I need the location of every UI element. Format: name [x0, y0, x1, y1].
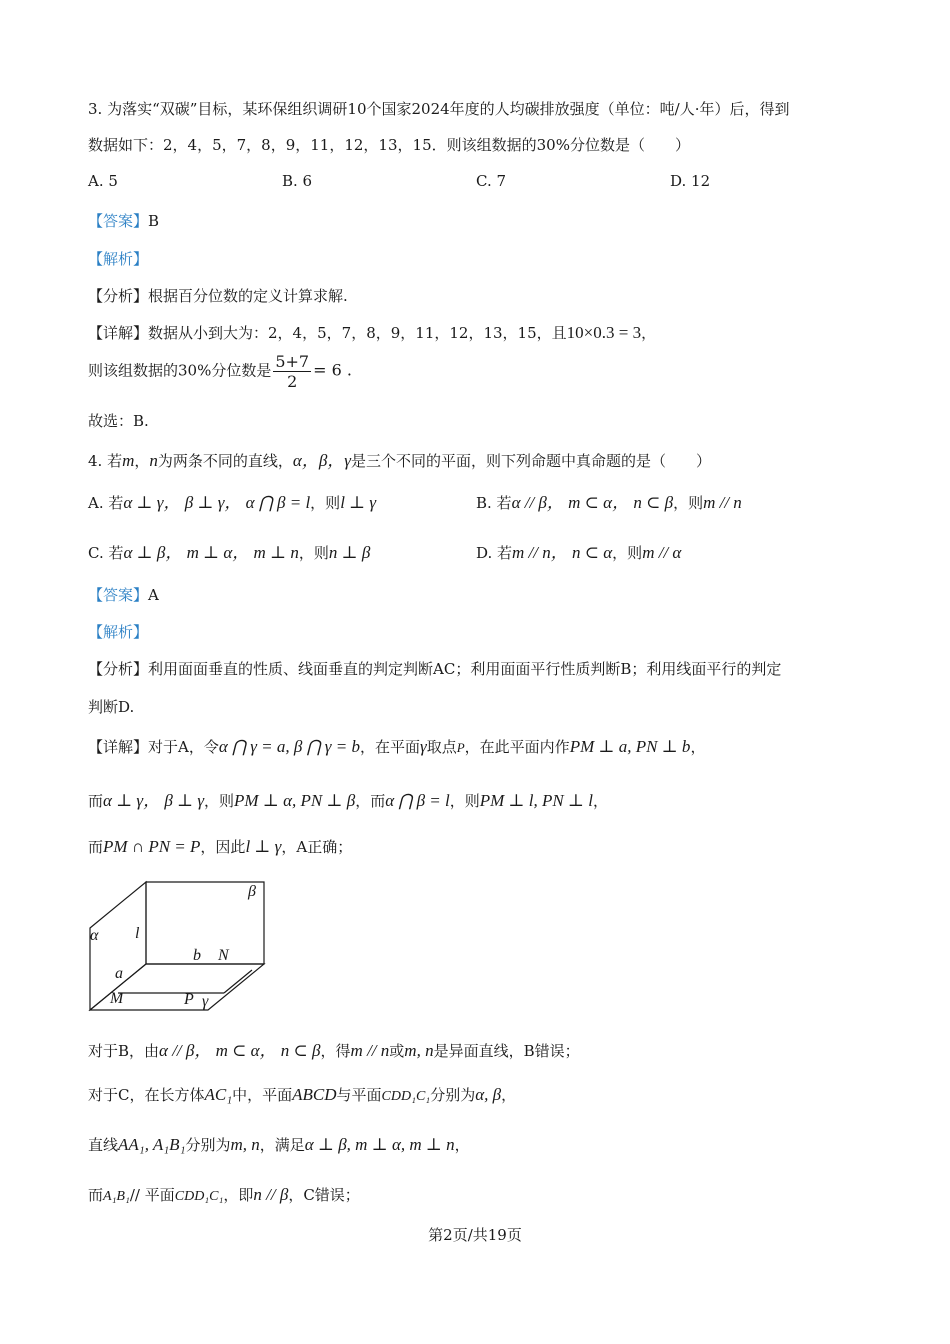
- q4-answer: [88, 584, 159, 605]
- stem-text: 是三个不同的平面，则下列命题中真命题的是（ ）: [351, 452, 712, 470]
- q3-stem-line2: 数据如下：2，4，5，7，8，9，11，12，13，15．则该组数据的30%分位数是（ ）: [88, 136, 690, 154]
- label-beta: β: [248, 883, 256, 900]
- detail-text: 分别为: [430, 1086, 476, 1104]
- fenxi-tag: 【分析】: [88, 287, 149, 305]
- detail-text: 是异面直线，B错误；: [433, 1042, 580, 1060]
- math-product: 10×0.3 = 3: [566, 323, 642, 342]
- label-P: P: [184, 991, 194, 1008]
- label-a: a: [115, 965, 123, 982]
- punct: ，: [641, 324, 657, 342]
- q3-option-b: B. 6: [282, 172, 313, 190]
- detail-math: CDD₁C₁: [381, 1089, 431, 1104]
- detail-math: m // n: [350, 1041, 390, 1060]
- fraction: [273, 352, 311, 391]
- q4-analysis-heading: [88, 621, 148, 642]
- detail-math: m, n: [404, 1041, 434, 1060]
- punct: ，: [501, 1086, 517, 1104]
- detail-text: ，在此平面内作: [464, 738, 570, 756]
- q4-detail-line1: [88, 736, 705, 757]
- q3-option-d: D. 12: [670, 172, 711, 190]
- detail-math: α, β: [475, 1085, 502, 1104]
- math-var: n: [149, 451, 158, 470]
- option-text: ，则: [673, 494, 704, 512]
- detail-text: ，在平面: [359, 738, 420, 756]
- detail-math: α ⋂ β = l: [385, 791, 450, 810]
- q4-option-b-detail: [88, 1036, 580, 1061]
- q3-stem-line1: 3. 为落实“双碳”目标，某环保组织调研10个国家2024年度的人均碳排放强度（单位：吨/人·年）后，得到: [88, 100, 790, 118]
- line-pn: [224, 970, 252, 993]
- detail-text: 直线: [88, 1136, 119, 1154]
- fenxi-text: 利用面面垂直的性质、线面垂直的判定判断AC；利用面面平行性质判断B；利用线面平行的判定: [148, 660, 782, 678]
- detail-math: AC₁: [204, 1085, 233, 1104]
- q3-option-c: C. 7: [476, 172, 507, 190]
- label-b: b: [193, 947, 201, 964]
- page-footer: 第2页/共19页: [428, 1226, 522, 1244]
- detail-text: ，则: [204, 792, 235, 810]
- detail-text: 中，平面: [232, 1086, 293, 1104]
- detail-text: ，C错误；: [288, 1186, 360, 1204]
- detail-math: n // β: [253, 1185, 289, 1204]
- label-N: N: [218, 947, 229, 964]
- option-math: n ⊥ β: [328, 543, 371, 562]
- answer-tag: 【答案】: [88, 586, 149, 604]
- label-M: M: [110, 990, 124, 1007]
- fenxi-tag: 【分析】: [88, 660, 149, 678]
- detail-text: ，则: [449, 792, 480, 810]
- detail-math: m, n: [230, 1135, 260, 1154]
- detail-math: PM ∩ PN = P: [103, 837, 201, 856]
- detail-text: 数据从小到大为：2，4，5，7，8，9，11，12，13，15，且: [148, 324, 567, 342]
- option-text: ，则: [612, 544, 643, 562]
- detail-math: α // β， m ⊂ α， n ⊂ β: [159, 1041, 321, 1060]
- detail-text: ，因此: [200, 838, 246, 856]
- detail-text: ，而: [355, 792, 386, 810]
- option-text: ，则: [310, 494, 341, 512]
- option-math: m // n， n ⊂ α: [512, 543, 613, 562]
- q4-fenxi-line2: 判断D.: [88, 698, 135, 716]
- option-math: α ⊥ γ， β ⊥ γ， α ⋂ β = l: [123, 493, 311, 512]
- detail-text: // 平面: [129, 1186, 175, 1204]
- detail-text: ，A正确；: [281, 838, 353, 856]
- detail-tag: 【详解】: [88, 738, 149, 756]
- detail-math: γ: [420, 737, 427, 756]
- option-label: D. 若: [476, 544, 513, 562]
- detail-math: l ⊥ γ: [245, 837, 282, 856]
- fraction-result: = 6 .: [313, 360, 352, 380]
- label-l: l: [135, 925, 140, 942]
- option-label: A. 若: [88, 494, 124, 512]
- detail-text: ，满足: [259, 1136, 305, 1154]
- q4-detail-line2: [88, 786, 608, 811]
- detail-math: P: [456, 740, 465, 755]
- option-label: B. 若: [476, 494, 512, 512]
- detail-tag: 【详解】: [88, 324, 149, 342]
- label-gamma: γ: [202, 993, 209, 1010]
- q4-fenxi-line1: [88, 658, 781, 679]
- q4-option-c-detail-line3: [88, 1184, 360, 1205]
- q4-option-b: [476, 488, 742, 513]
- punct: ，: [454, 1136, 470, 1154]
- math-var: m: [122, 451, 135, 470]
- punct: ，: [592, 792, 608, 810]
- option-math: m // α: [642, 543, 682, 562]
- q4-option-c-detail-line2: [88, 1134, 470, 1155]
- option-text: ，则: [298, 544, 329, 562]
- detail-math: A₁B₁: [103, 1189, 130, 1204]
- q3-option-a: A. 5: [88, 172, 118, 190]
- plane-beta: [146, 882, 264, 964]
- detail-math: PM ⊥ α, PN ⊥ β: [234, 791, 356, 810]
- answer-value: A: [148, 586, 159, 604]
- option-label: C. 若: [88, 544, 124, 562]
- fraction-numerator: 5+7: [275, 352, 310, 371]
- option-math: α ⊥ β， m ⊥ α， m ⊥ n: [123, 543, 299, 562]
- punct: ，: [134, 452, 150, 470]
- option-math: l ⊥ γ: [340, 493, 377, 512]
- stem-text: 为两条不同的直线，: [157, 452, 293, 470]
- detail-math: PM ⊥ a, PN ⊥ b: [569, 737, 691, 756]
- detail-text: ，即: [223, 1186, 254, 1204]
- q3-conclusion: 故选：B.: [88, 412, 149, 430]
- detail-text: 对于B，由: [88, 1042, 160, 1060]
- detail-math: α ⋂ γ = a, β ⋂ γ = b: [218, 737, 360, 756]
- option-math: α // β， m ⊂ α， n ⊂ β: [511, 493, 674, 512]
- detail-math: α ⊥ γ， β ⊥ γ: [103, 791, 205, 810]
- detail-text: 对于A，令: [148, 738, 219, 756]
- detail-text: ，得: [320, 1042, 351, 1060]
- label-alpha: α: [90, 927, 99, 944]
- q4-option-c-detail-line1: [88, 1084, 516, 1105]
- math-greek: α，β，γ: [292, 451, 351, 470]
- detail-text: 而: [88, 1186, 104, 1204]
- q3-analysis-heading: [88, 248, 148, 269]
- detail-text: 而: [88, 792, 104, 810]
- q3-detail-line2: [88, 352, 352, 391]
- q4-option-d: [476, 538, 681, 563]
- punct: ，: [690, 738, 706, 756]
- fraction-denominator: 2: [287, 372, 298, 391]
- detail-math: ABCD: [292, 1085, 337, 1104]
- detail-math: α ⊥ β, m ⊥ α, m ⊥ n: [304, 1135, 455, 1154]
- answer-tag: 【答案】: [88, 212, 149, 230]
- analysis-tag: 【解析】: [88, 250, 149, 268]
- detail-math: AA₁, A₁B₁: [118, 1135, 186, 1154]
- stem-text: 4. 若: [88, 452, 123, 470]
- detail-text: 取点: [426, 738, 457, 756]
- detail-text: 或: [389, 1042, 405, 1060]
- detail-text: 与平面: [336, 1086, 382, 1104]
- option-math: m // n: [703, 493, 742, 512]
- detail-math: PM ⊥ l, PN ⊥ l: [479, 791, 593, 810]
- answer-value: B: [148, 212, 160, 230]
- planes-figure: [80, 870, 280, 1016]
- q4-detail-line3: [88, 836, 352, 857]
- q4-option-c: [88, 538, 370, 563]
- q3-fenxi: [88, 285, 348, 306]
- q3-detail-line1: [88, 322, 656, 343]
- q4-stem: [88, 446, 711, 471]
- fenxi-text: 根据百分位数的定义计算求解.: [148, 287, 348, 305]
- detail-text: 分别为: [185, 1136, 231, 1154]
- detail-text: 对于C，在长方体: [88, 1086, 205, 1104]
- q4-option-a: [88, 488, 376, 513]
- analysis-tag: 【解析】: [88, 623, 149, 641]
- q3-answer: [88, 210, 159, 231]
- detail-text: 则该组数据的30%分位数是: [88, 361, 272, 380]
- detail-math: CDD₁C₁: [174, 1189, 224, 1204]
- detail-text: 而: [88, 838, 104, 856]
